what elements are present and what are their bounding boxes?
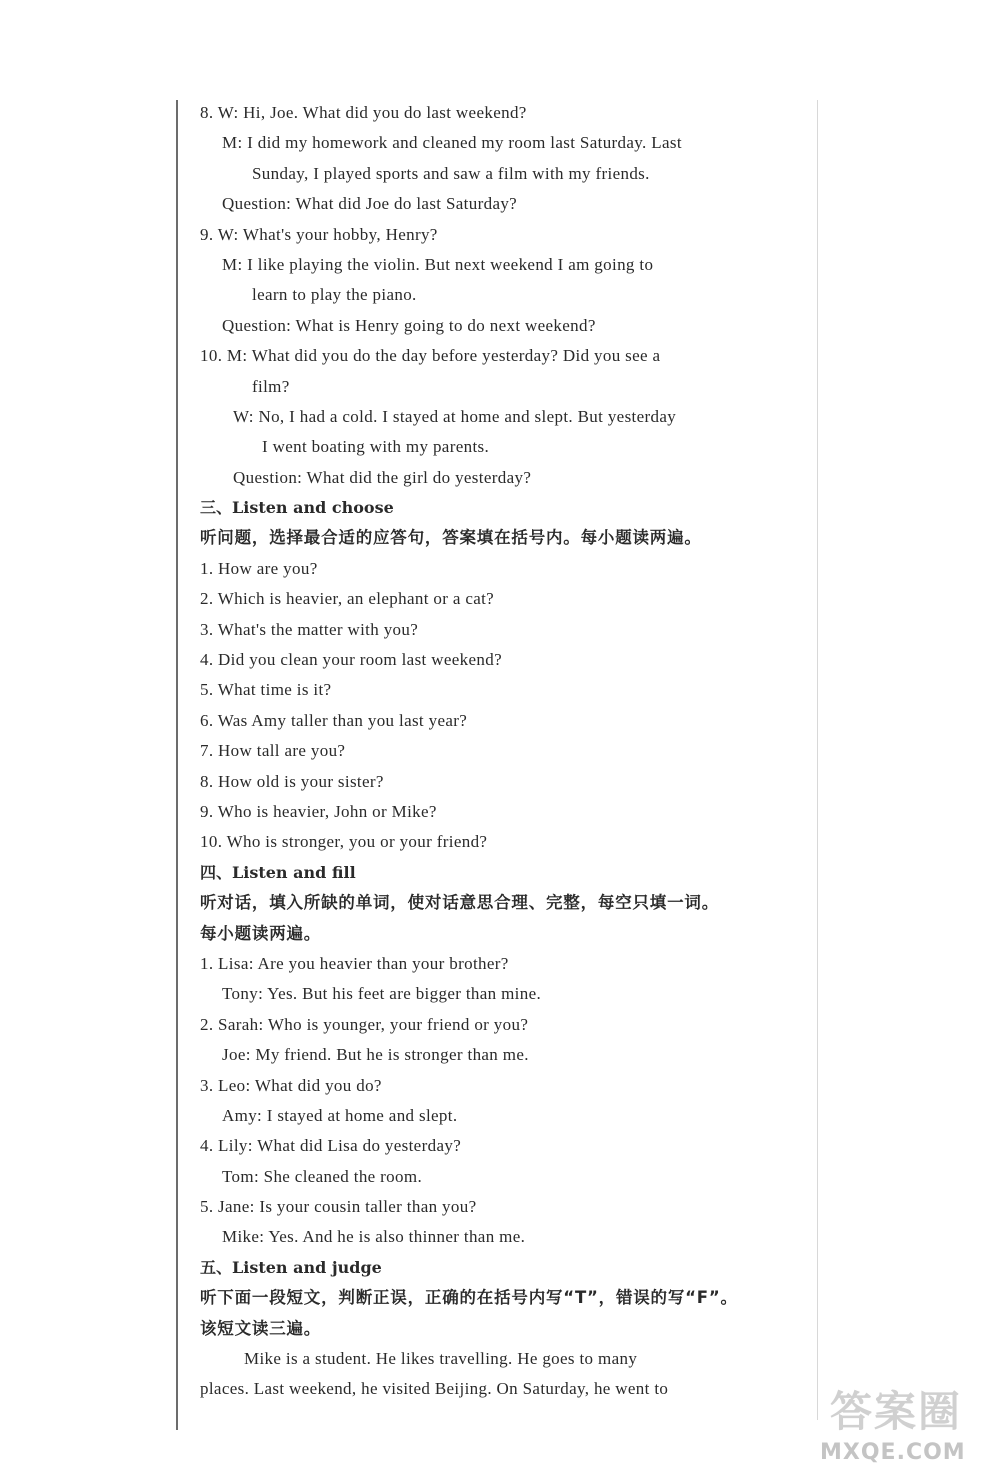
watermark-url: MXQE.COM (820, 1440, 966, 1465)
text-line: 10. M: What did you do the day before yesterday? Did you see a (200, 346, 661, 366)
question-item: 1. How are you? (200, 558, 318, 578)
question-item: 9. Who is heavier, John or Mike? (200, 801, 437, 821)
dialogue-line: 2. Sarah: Who is younger, your friend or you? (200, 1014, 529, 1034)
question-item: 7. How tall are you? (200, 741, 346, 761)
text-line: Question: What is Henry going to do next weekend? (222, 315, 596, 335)
text-line: M: I did my homework and cleaned my room last Saturday. Last (222, 133, 682, 153)
dialogue-line: Mike: Yes. And he is also thinner than me. (222, 1227, 526, 1247)
section-heading: 四、Listen and fill (200, 862, 356, 882)
dialogue-line: Amy: I stayed at home and slept. (222, 1105, 458, 1125)
watermark (820, 1388, 996, 1468)
watermark-logo: 答案圈 (830, 1387, 963, 1436)
dialogue-line: 5. Jane: Is your cousin taller than you? (200, 1197, 477, 1217)
text-line: Sunday, I played sports and saw a film with my friends. (252, 163, 650, 183)
dialogue-line: Tom: She cleaned the room. (222, 1166, 423, 1186)
text-line: 9. W: What's your hobby, Henry? (200, 224, 438, 244)
section-instruction: 每小题读两遍。 (200, 923, 322, 943)
question-item: 8. How old is your sister? (200, 771, 384, 791)
left-margin-rule (176, 100, 178, 1430)
section-instruction: 听对话，填入所缺的单词，使对话意思合理、完整，每空只填一词。 (200, 893, 719, 913)
text-line: W: No, I had a cold. I stayed at home and slept. But yesterday (233, 406, 677, 426)
dialogue-line: 1. Lisa: Are you heavier than your brother? (200, 953, 509, 973)
section-heading: 五、Listen and judge (200, 1257, 382, 1277)
text-line: I went boating with my parents. (262, 437, 490, 457)
dialogue-line: 3. Leo: What did you do? (200, 1075, 382, 1095)
section-heading: 三、Listen and choose (200, 498, 394, 518)
question-item: 3. What's the matter with you? (200, 619, 419, 639)
text-line: M: I like playing the violin. But next weekend I am going to (222, 254, 654, 274)
text-line: Question: What did Joe do last Saturday? (222, 194, 518, 214)
passage-line: places. Last weekend, he visited Beijing. On Saturday, he went to (200, 1379, 669, 1399)
question-item: 6. Was Amy taller than you last year? (200, 710, 468, 730)
section-instruction: 听问题，选择最合适的应答句，答案填在括号内。每小题读两遍。 (200, 528, 702, 548)
page-content (200, 98, 800, 1405)
dialogue-line: Joe: My friend. But he is stronger than me. (222, 1045, 529, 1065)
section-instruction: 听下面一段短文，判断正误，正确的在括号内写“T”，错误的写“F”。 (200, 1288, 738, 1308)
text-line: learn to play the piano. (252, 285, 417, 305)
question-item: 4. Did you clean your room last weekend? (200, 650, 502, 670)
section-instruction: 该短文读三遍。 (200, 1318, 322, 1338)
question-item: 5. What time is it? (200, 680, 332, 700)
text-line: film? (252, 376, 290, 396)
text-line: Question: What did the girl do yesterday? (233, 467, 532, 487)
passage-line: Mike is a student. He likes travelling. He goes to many (244, 1349, 638, 1369)
question-item: 10. Who is stronger, you or your friend? (200, 832, 488, 852)
dialogue-line: Tony: Yes. But his feet are bigger than mine. (222, 984, 542, 1004)
question-item: 2. Which is heavier, an elephant or a cat? (200, 589, 495, 609)
right-margin-rule (817, 100, 818, 1420)
text-line: 8. W: Hi, Joe. What did you do last weekend? (200, 103, 527, 122)
dialogue-line: 4. Lily: What did Lisa do yesterday? (200, 1136, 462, 1156)
